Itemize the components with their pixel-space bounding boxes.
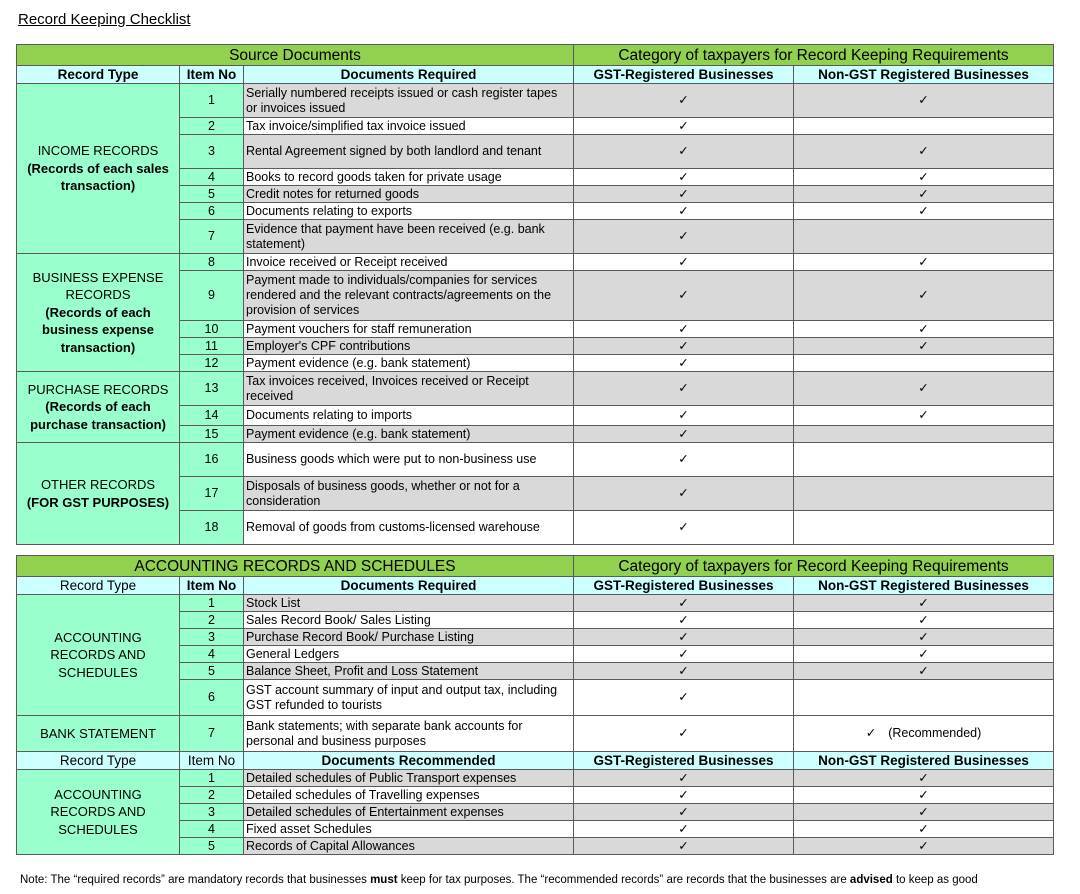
item-number: 18 bbox=[180, 511, 244, 545]
item-number: 13 bbox=[180, 372, 244, 406]
check-icon: ✓ bbox=[678, 229, 689, 243]
document-name: Fixed asset Schedules bbox=[244, 821, 574, 838]
check-icon: ✓ bbox=[918, 595, 929, 610]
gst-check-cell bbox=[574, 321, 794, 338]
check-icon: ✓ bbox=[918, 338, 929, 353]
note-part2: keep for tax purposes. The “recommended records” are records that the businesses are bbox=[397, 874, 850, 886]
non-gst-check-cell bbox=[794, 186, 1054, 203]
non-gst-check-cell bbox=[794, 135, 1054, 169]
check-icon: ✓ bbox=[918, 203, 929, 218]
acc-col-item-no: Item No bbox=[180, 577, 244, 595]
document-name: Removal of goods from customs-licensed warehouse bbox=[244, 511, 574, 545]
check-icon: ✓ bbox=[918, 381, 929, 395]
check-icon: ✓ bbox=[678, 338, 689, 353]
document-name: Records of Capital Allowances bbox=[244, 838, 574, 855]
document-name: Balance Sheet, Profit and Loss Statement bbox=[244, 663, 574, 680]
item-number: 8 bbox=[180, 254, 244, 271]
record-type-label: ACCOUNTING RECORDS AND SCHEDULES bbox=[50, 786, 146, 837]
item-number: 6 bbox=[180, 203, 244, 220]
rec-col-gst-registered: GST-Registered Businesses bbox=[574, 752, 794, 770]
non-gst-check-cell bbox=[794, 821, 1054, 838]
document-name: Stock List bbox=[244, 595, 574, 612]
rec-col-item-no: Item No bbox=[180, 752, 244, 770]
check-icon: ✓ bbox=[678, 726, 689, 740]
accounting-rows bbox=[17, 595, 1054, 752]
record-type-cell bbox=[17, 595, 180, 716]
check-icon: ✓ bbox=[918, 787, 929, 802]
non-gst-check-cell bbox=[794, 595, 1054, 612]
gst-check-cell bbox=[574, 372, 794, 406]
note-advised: advised bbox=[849, 874, 893, 886]
check-icon: ✓ bbox=[918, 646, 929, 661]
item-number: 2 bbox=[180, 118, 244, 135]
acc-col-documents-required: Documents Required bbox=[244, 577, 574, 595]
acc-col-gst-registered: GST-Registered Businesses bbox=[574, 577, 794, 595]
item-number: 14 bbox=[180, 406, 244, 426]
note-must: must bbox=[370, 874, 398, 886]
check-icon: ✓ bbox=[678, 426, 689, 441]
record-type-label: PURCHASE RECORDS bbox=[27, 381, 169, 397]
check-icon: ✓ bbox=[678, 254, 689, 269]
check-icon: ✓ bbox=[678, 612, 689, 627]
item-number: 2 bbox=[180, 787, 244, 804]
non-gst-check-cell bbox=[794, 406, 1054, 426]
gst-check-cell bbox=[574, 770, 794, 787]
document-name: Evidence that payment have been received (e.g. bank statement) bbox=[244, 220, 574, 254]
non-gst-check-cell bbox=[794, 169, 1054, 186]
check-icon: ✓ bbox=[678, 595, 689, 610]
item-number: 10 bbox=[180, 321, 244, 338]
footnote bbox=[20, 874, 978, 886]
check-icon: ✓ bbox=[678, 144, 689, 158]
document-name: General Ledgers bbox=[244, 646, 574, 663]
table-row bbox=[17, 254, 1054, 271]
item-number: 5 bbox=[180, 186, 244, 203]
gst-check-cell bbox=[574, 203, 794, 220]
gst-check-cell bbox=[574, 646, 794, 663]
check-icon: ✓ bbox=[918, 408, 929, 422]
item-number: 1 bbox=[180, 84, 244, 118]
item-number: 7 bbox=[180, 220, 244, 254]
col-non-gst-registered: Non-GST Registered Businesses bbox=[794, 66, 1054, 84]
check-icon: ✓ bbox=[678, 804, 689, 819]
check-icon: ✓ bbox=[918, 612, 929, 627]
document-name: Detailed schedules of Travelling expenses bbox=[244, 787, 574, 804]
non-gst-check-cell bbox=[794, 646, 1054, 663]
record-type-cell bbox=[17, 716, 180, 752]
document-name: GST account summary of input and output tax, including GST refunded to tourists bbox=[244, 680, 574, 716]
item-number: 3 bbox=[180, 804, 244, 821]
rec-col-documents-recommended: Documents Recommended bbox=[244, 752, 574, 770]
check-icon: ✓ bbox=[678, 787, 689, 802]
gst-check-cell bbox=[574, 511, 794, 545]
record-type-label: OTHER RECORDS bbox=[40, 477, 156, 492]
check-icon: ✓ bbox=[678, 118, 689, 133]
record-type-label: ACCOUNTING RECORDS AND SCHEDULES bbox=[50, 629, 146, 680]
non-gst-check-cell bbox=[794, 220, 1054, 254]
non-gst-check-cell bbox=[794, 838, 1054, 855]
check-icon: ✓ bbox=[918, 821, 929, 836]
record-type-sublabel: (FOR GST PURPOSES) bbox=[26, 494, 170, 510]
check-icon: ✓ bbox=[678, 381, 689, 395]
check-icon: ✓ bbox=[678, 203, 689, 218]
non-gst-check-cell bbox=[794, 612, 1054, 629]
check-icon: ✓ bbox=[918, 321, 929, 336]
col-record-type: Record Type bbox=[17, 66, 180, 84]
item-number: 1 bbox=[180, 770, 244, 787]
non-gst-check-cell bbox=[794, 663, 1054, 680]
item-number: 15 bbox=[180, 426, 244, 443]
record-type-group bbox=[19, 269, 177, 357]
record-type-cell bbox=[17, 443, 180, 545]
accounting-records-table bbox=[16, 555, 1054, 855]
item-number: 1 bbox=[180, 595, 244, 612]
document-name: Documents relating to imports bbox=[244, 406, 574, 426]
gst-check-cell bbox=[574, 663, 794, 680]
table-row bbox=[17, 716, 1054, 752]
document-name: Payment vouchers for staff remuneration bbox=[244, 321, 574, 338]
table-row bbox=[17, 595, 1054, 612]
gst-check-cell bbox=[574, 426, 794, 443]
non-gst-check-cell bbox=[794, 203, 1054, 220]
document-name: Disposals of business goods, whether or not for a consideration bbox=[244, 477, 574, 511]
col-item-no: Item No bbox=[180, 66, 244, 84]
document-name: Tax invoice/simplified tax invoice issued bbox=[244, 118, 574, 135]
accounting-category-title: Category of taxpayers for Record Keeping Requirements bbox=[574, 556, 1054, 577]
gst-check-cell bbox=[574, 838, 794, 855]
non-gst-check-cell bbox=[794, 372, 1054, 406]
gst-check-cell bbox=[574, 406, 794, 426]
note-part1: Note: The “required records” are mandatory records that businesses bbox=[20, 874, 371, 886]
gst-check-cell bbox=[574, 595, 794, 612]
check-icon: ✓ bbox=[678, 629, 689, 644]
gst-check-cell bbox=[574, 443, 794, 477]
check-icon: ✓ bbox=[918, 288, 929, 302]
gst-check-cell bbox=[574, 338, 794, 355]
rec-col-non-gst-registered: Non-GST Registered Businesses bbox=[794, 752, 1054, 770]
gst-check-cell bbox=[574, 254, 794, 271]
gst-check-cell bbox=[574, 135, 794, 169]
item-number: 2 bbox=[180, 612, 244, 629]
check-icon: ✓ bbox=[918, 186, 929, 201]
record-type-group bbox=[19, 476, 177, 511]
gst-check-cell bbox=[574, 680, 794, 716]
record-type-label: BANK STATEMENT bbox=[40, 725, 156, 741]
note-part3: to keep as good bbox=[892, 874, 978, 886]
check-icon: ✓ bbox=[678, 186, 689, 201]
item-number: 5 bbox=[180, 663, 244, 680]
non-gst-check-cell bbox=[794, 338, 1054, 355]
source-category-title: Category of taxpayers for Record Keeping Requirements bbox=[574, 45, 1054, 66]
gst-check-cell bbox=[574, 118, 794, 135]
record-type-label: BUSINESS EXPENSE RECORDS bbox=[32, 269, 164, 303]
document-name: Detailed schedules of Public Transport expenses bbox=[244, 770, 574, 787]
item-number: 4 bbox=[180, 646, 244, 663]
document-name: Books to record goods taken for private usage bbox=[244, 169, 574, 186]
non-gst-check-cell bbox=[794, 716, 1054, 752]
item-number: 3 bbox=[180, 135, 244, 169]
gst-check-cell bbox=[574, 629, 794, 646]
non-gst-check-cell bbox=[794, 477, 1054, 511]
check-icon: ✓ bbox=[678, 452, 689, 466]
non-gst-check-cell bbox=[794, 254, 1054, 271]
check-icon: ✓ bbox=[918, 169, 929, 184]
item-number: 7 bbox=[180, 716, 244, 752]
item-number: 11 bbox=[180, 338, 244, 355]
check-icon: ✓ bbox=[918, 663, 929, 678]
recommended-note: (Recommended) bbox=[888, 726, 982, 740]
gst-check-cell bbox=[574, 804, 794, 821]
check-icon: ✓ bbox=[678, 770, 689, 785]
check-icon: ✓ bbox=[918, 254, 929, 269]
gst-check-cell bbox=[574, 169, 794, 186]
check-icon: ✓ bbox=[918, 804, 929, 819]
table-row bbox=[17, 372, 1054, 406]
accounting-section-title: ACCOUNTING RECORDS AND SCHEDULES bbox=[17, 556, 574, 577]
check-icon: ✓ bbox=[678, 821, 689, 836]
non-gst-check-cell bbox=[794, 804, 1054, 821]
check-icon: ✓ bbox=[678, 690, 689, 704]
source-documents-table bbox=[16, 44, 1054, 545]
item-number: 9 bbox=[180, 271, 244, 321]
source-rows bbox=[17, 84, 1054, 545]
acc-col-record-type: Record Type bbox=[17, 577, 180, 595]
record-type-sublabel: (Records of each sales transaction) bbox=[27, 160, 169, 194]
non-gst-check-cell bbox=[794, 770, 1054, 787]
document-name: Serially numbered receipts issued or cash register tapes or invoices issued bbox=[244, 84, 574, 118]
non-gst-check-cell bbox=[794, 355, 1054, 372]
col-gst-registered: GST-Registered Businesses bbox=[574, 66, 794, 84]
check-icon: ✓ bbox=[678, 321, 689, 336]
record-type-cell bbox=[17, 84, 180, 254]
gst-check-cell bbox=[574, 716, 794, 752]
check-icon: ✓ bbox=[678, 408, 689, 422]
check-icon: ✓ bbox=[678, 169, 689, 184]
recommended-rows bbox=[17, 770, 1054, 855]
item-number: 4 bbox=[180, 169, 244, 186]
document-name: Payment evidence (e.g. bank statement) bbox=[244, 426, 574, 443]
check-icon: ✓ bbox=[918, 770, 929, 785]
document-name: Detailed schedules of Entertainment expenses bbox=[244, 804, 574, 821]
item-number: 3 bbox=[180, 629, 244, 646]
table-row bbox=[17, 770, 1054, 787]
check-icon: ✓ bbox=[918, 838, 929, 853]
acc-col-non-gst-registered: Non-GST Registered Businesses bbox=[794, 577, 1054, 595]
record-type-cell bbox=[17, 770, 180, 855]
gst-check-cell bbox=[574, 612, 794, 629]
record-type-group bbox=[19, 381, 177, 434]
gst-check-cell bbox=[574, 84, 794, 118]
check-icon: ✓ bbox=[678, 520, 689, 534]
document-name: Invoice received or Receipt received bbox=[244, 254, 574, 271]
check-icon: ✓ bbox=[918, 629, 929, 644]
record-type-sublabel: (Records of each purchase transaction) bbox=[30, 399, 166, 432]
table-row bbox=[17, 443, 1054, 477]
gst-check-cell bbox=[574, 477, 794, 511]
document-title: Record Keeping Checklist bbox=[18, 11, 191, 28]
check-icon: ✓ bbox=[678, 288, 689, 302]
check-icon: ✓ bbox=[678, 93, 689, 107]
gst-check-cell bbox=[574, 220, 794, 254]
gst-check-cell bbox=[574, 271, 794, 321]
document-name: Documents relating to exports bbox=[244, 203, 574, 220]
document-name: Sales Record Book/ Sales Listing bbox=[244, 612, 574, 629]
check-icon: ✓ bbox=[678, 838, 689, 853]
gst-check-cell bbox=[574, 787, 794, 804]
non-gst-check-cell bbox=[794, 680, 1054, 716]
gst-check-cell bbox=[574, 355, 794, 372]
record-type-cell bbox=[17, 254, 180, 372]
record-type-cell bbox=[17, 372, 180, 443]
document-name: Purchase Record Book/ Purchase Listing bbox=[244, 629, 574, 646]
rec-col-record-type: Record Type bbox=[17, 752, 180, 770]
gst-check-cell bbox=[574, 821, 794, 838]
document-name: Employer's CPF contributions bbox=[244, 338, 574, 355]
non-gst-check-cell bbox=[794, 271, 1054, 321]
check-icon: ✓ bbox=[865, 726, 877, 740]
non-gst-check-cell bbox=[794, 84, 1054, 118]
item-number: 17 bbox=[180, 477, 244, 511]
non-gst-check-cell bbox=[794, 787, 1054, 804]
check-icon: ✓ bbox=[678, 355, 689, 370]
document-name: Business goods which were put to non-business use bbox=[244, 443, 574, 477]
record-type-sublabel: (Records of each business expense transaction) bbox=[42, 304, 154, 355]
check-icon: ✓ bbox=[918, 93, 929, 107]
non-gst-check-cell bbox=[794, 118, 1054, 135]
document-name: Payment evidence (e.g. bank statement) bbox=[244, 355, 574, 372]
item-number: 5 bbox=[180, 838, 244, 855]
check-icon: ✓ bbox=[678, 663, 689, 678]
item-number: 16 bbox=[180, 443, 244, 477]
non-gst-check-cell bbox=[794, 511, 1054, 545]
check-icon: ✓ bbox=[678, 486, 689, 500]
document-name: Rental Agreement signed by both landlord and tenant bbox=[244, 135, 574, 169]
record-type-group bbox=[19, 142, 177, 195]
record-type-label: INCOME RECORDS bbox=[37, 143, 159, 159]
item-number: 12 bbox=[180, 355, 244, 372]
non-gst-check-cell bbox=[794, 629, 1054, 646]
non-gst-check-cell bbox=[794, 443, 1054, 477]
source-section-title: Source Documents bbox=[17, 45, 574, 66]
non-gst-check-cell bbox=[794, 426, 1054, 443]
check-icon: ✓ bbox=[918, 144, 929, 158]
document-name: Bank statements; with separate bank accounts for personal and business purposes bbox=[244, 716, 574, 752]
check-icon: ✓ bbox=[678, 646, 689, 661]
table-row bbox=[17, 84, 1054, 118]
item-number: 4 bbox=[180, 821, 244, 838]
item-number: 6 bbox=[180, 680, 244, 716]
non-gst-check-cell bbox=[794, 321, 1054, 338]
document-name: Payment made to individuals/companies for services rendered and the relevant contracts/agreements on the provision of services bbox=[244, 271, 574, 321]
document-name: Credit notes for returned goods bbox=[244, 186, 574, 203]
document-name: Tax invoices received, Invoices received or Receipt received bbox=[244, 372, 574, 406]
gst-check-cell bbox=[574, 186, 794, 203]
col-documents-required: Documents Required bbox=[244, 66, 574, 84]
